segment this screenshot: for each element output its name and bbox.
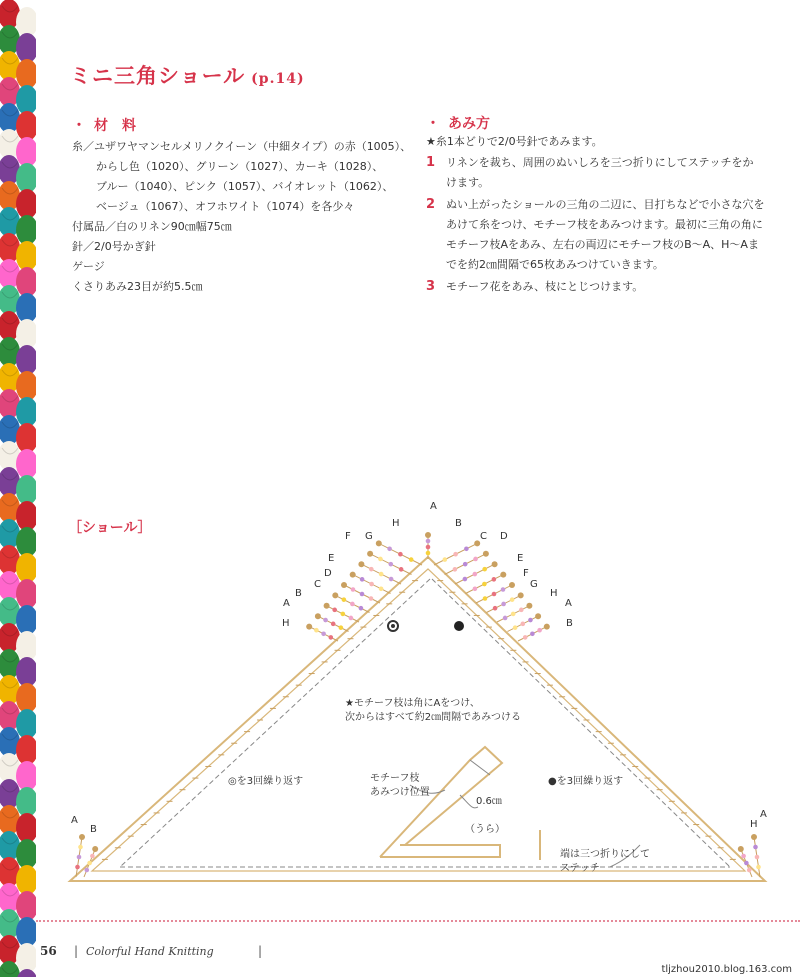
- method-steps: [426, 133, 786, 299]
- shawl-diagram: [40, 495, 780, 895]
- label-right-corner-a: A: [760, 809, 767, 820]
- motif-branch: [445, 551, 489, 575]
- filled-circle-icon: [454, 621, 464, 631]
- yarn-texture-image: [0, 0, 36, 977]
- right-branch-label: C: [480, 531, 487, 542]
- motif-branch: [425, 532, 431, 559]
- method-heading: [426, 113, 490, 133]
- left-branch-label: E: [328, 553, 335, 564]
- materials-list: [72, 137, 412, 297]
- material-line: ベージュ（1067）、オフホワイト（1074）を各少々: [96, 200, 355, 213]
- material-line: くさりあみ23目が約5.5㎝: [72, 280, 203, 293]
- left-branch-label: A: [283, 598, 290, 609]
- bullet-dot-icon: ・: [72, 118, 86, 134]
- right-branch-label: D: [500, 531, 508, 542]
- double-circle-icon: [391, 624, 395, 628]
- motif-branch: [84, 846, 98, 877]
- right-branch-label: H: [550, 588, 558, 599]
- title-main: ミニ三角ショール: [70, 64, 246, 88]
- material-line: 糸／ユザワヤマンセルメリノクイーン（中細タイプ）の赤（1005）、: [72, 140, 412, 153]
- diagram-heading: ［ショール］: [68, 520, 152, 536]
- motif-branch: [466, 572, 507, 594]
- left-branch-label: D: [324, 568, 332, 579]
- yarn-texture-strip: [0, 0, 36, 977]
- right-branch-label: G: [530, 579, 538, 590]
- step-text: モチーフ花をあみ、枝にとじつけます。: [446, 280, 644, 293]
- method-note: ★糸1本どりで2/0号針であみます。: [426, 135, 603, 148]
- motif-branch: [518, 624, 550, 641]
- method-step: [426, 195, 786, 275]
- step-text: ぬい上がったショールの三角の二辺に、目打ちなどで小さな穴を あけて糸をつけ、モチーフ枝をあみつけます。最初に三角の角に モチーフ枝Aをあみ、左右の両辺にモチーフ枝のB〜A、H〜Aま でを約2㎝間隔で65枚あみつけていきます。: [446, 198, 765, 271]
- step-text: リネンを裁ち、周囲のぬいしろを三つ折りにしてステッチをか けます。: [446, 156, 754, 189]
- left-branch-label: F: [345, 531, 351, 542]
- label-left-corner-b: B: [90, 824, 97, 835]
- method-step: [426, 277, 786, 297]
- hem-detail: [380, 747, 540, 860]
- hem-note: 端は三つ折りにして ステッチ: [560, 849, 650, 874]
- motif-branch: [376, 540, 422, 565]
- right-branch-label: B: [566, 618, 573, 629]
- diagram-note: ★モチーフ枝は角にAをつけ、 次からはすべて約2㎝間隔であみつける: [345, 698, 521, 723]
- materials-heading-text: 材 料: [94, 118, 136, 134]
- motif-position-label: モチーフ枝 あみつけ位置: [370, 773, 430, 798]
- left-repeat-note: ◎を3回繰り返す: [228, 776, 304, 787]
- right-branch-label: E: [517, 553, 524, 564]
- left-branch-label: C: [314, 579, 321, 590]
- right-branch-label: B: [455, 518, 462, 529]
- material-line: 針／2/0号かぎ針: [72, 240, 156, 253]
- footer-separator: |: [258, 944, 263, 958]
- left-branch-label: H: [282, 618, 290, 629]
- page-number: 56: [40, 944, 57, 958]
- left-branch-label: B: [295, 588, 302, 599]
- method-step: [426, 153, 786, 193]
- page-title: [70, 60, 305, 90]
- motif-branch: [367, 551, 411, 575]
- measure-label: 0.6㎝: [476, 796, 502, 807]
- footer-separator: |: [74, 944, 79, 958]
- back-side-label: （うら）: [465, 824, 505, 835]
- material-line: 付属品／白のリネン90㎝幅75㎝: [72, 220, 232, 233]
- motif-branch: [751, 834, 761, 877]
- step-number: 2: [426, 197, 436, 212]
- motif-branch: [306, 624, 338, 641]
- title-page-ref: (p.14): [251, 71, 305, 87]
- right-repeat-note: ●を3回繰り返す: [548, 776, 624, 787]
- material-line: ゲージ: [72, 260, 105, 273]
- watermark: tljzhou2010.blog.163.com: [661, 964, 792, 975]
- material-line: ブルー（1040）、ピンク（1057）、バイオレット（1062）、: [96, 180, 394, 193]
- left-branch-label: H: [392, 518, 400, 529]
- motif-branch: [434, 540, 480, 565]
- bullet-dot-icon: ・: [426, 116, 440, 132]
- material-line: からし色（1020）、グリーン（1027）、カーキ（1028）、: [96, 160, 384, 173]
- motif-branch: [738, 846, 752, 877]
- method-heading-text: あみ方: [448, 116, 490, 132]
- label-right-corner-h: H: [750, 819, 758, 830]
- motif-branch: [350, 572, 391, 594]
- label-left-corner-a: A: [71, 815, 78, 826]
- step-number: 1: [426, 155, 436, 170]
- footer-brand: Colorful Hand Knitting: [86, 945, 214, 958]
- footer-divider: [36, 920, 800, 922]
- label-top-a: A: [430, 501, 437, 512]
- step-number: 3: [426, 279, 436, 294]
- right-branch-label: F: [523, 568, 529, 579]
- materials-heading: [72, 115, 136, 135]
- left-branch-label: G: [365, 531, 373, 542]
- right-branch-label: A: [565, 598, 572, 609]
